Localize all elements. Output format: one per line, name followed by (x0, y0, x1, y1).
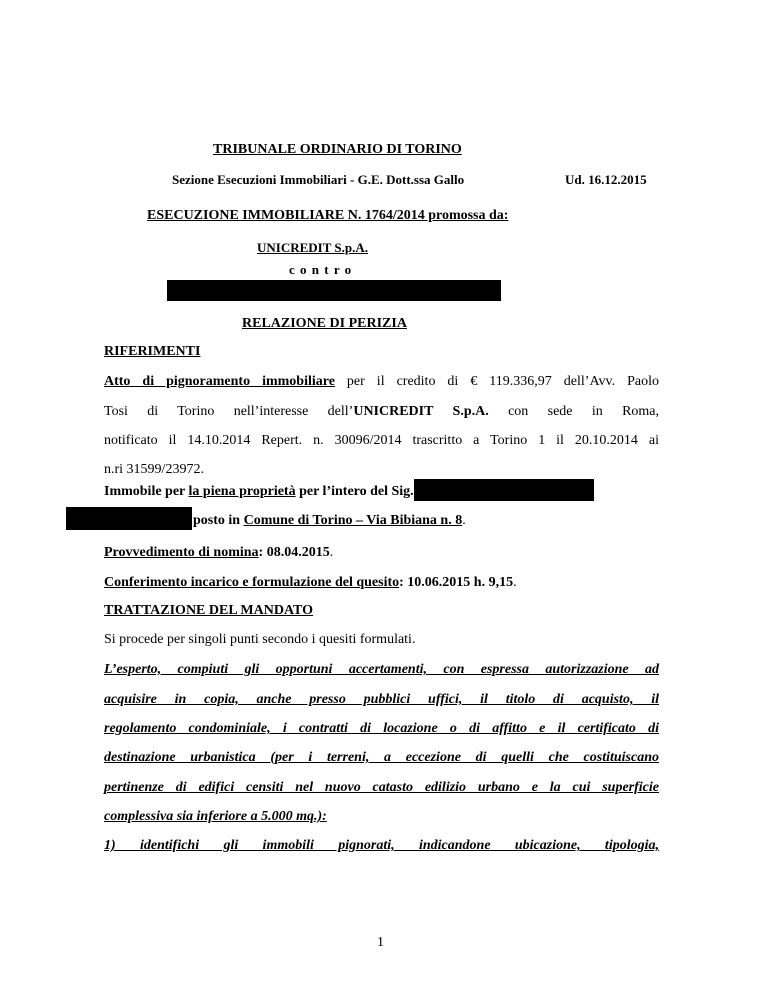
atto-line (104, 374, 659, 390)
quesito-line-2: acquisire in copia, anche presso pubblici uffici, il titolo di acquisto, il (104, 692, 659, 707)
immobile-label: Immobile per (104, 484, 189, 499)
quesito-line-5: pertinenze di edifici censiti nel nuovo catasto edilizio urbano e la cui superficie (104, 780, 659, 795)
conferimento-end: . (513, 575, 517, 590)
property-address: Comune di Torino – Via Bibiana n. 8 (243, 513, 463, 528)
court-title: TRIBUNALE ORDINARIO DI TORINO (213, 142, 462, 157)
nomina-line (104, 545, 333, 561)
line2-pre: Tosi di Torino nell’interesse dell’ (104, 404, 354, 419)
redacted-owner-name (414, 479, 594, 501)
execution-title: ESECUZIONE IMMOBILIARE N. 1764/2014 promossa da: (147, 208, 509, 223)
redacted-owner-details (66, 507, 192, 530)
conferimento-label: Conferimento incarico e formulazione del quesito (104, 575, 400, 590)
piena-proprieta: la piena proprietà (188, 484, 296, 499)
quesito-line-4: destinazione urbanistica (per i terreni, a eccezione di quelli che costituiscano (104, 750, 659, 765)
conferimento-date: : 10.06.2015 h. 9,15 (399, 575, 514, 590)
redacted-debtor-name (167, 280, 501, 301)
atto-text: per il credito di € 119.336,97 dell’Avv. Paolo (334, 374, 659, 389)
interest-line (104, 404, 659, 420)
hearing-date: Ud. 16.12.2015 (565, 172, 647, 187)
registration-numbers: n.ri 31599/23972. (104, 462, 204, 477)
location-line (193, 513, 466, 529)
posto-end: . (462, 513, 466, 528)
nomina-date: : 08.04.2015 (258, 545, 330, 560)
quesito-line-1: L’esperto, compiuti gli opportuni accertamenti, con espressa autorizzazione ad (104, 662, 659, 677)
conferimento-line (104, 575, 517, 591)
creditor-name: UNICREDIT S.p.A. (257, 240, 369, 255)
quesito-point-1: 1) identifichi gli immobili pignorati, indicandone ubicazione, tipologia, (104, 838, 659, 853)
atto-label: Atto di pignoramento immobiliare (104, 374, 335, 389)
posto-label: posto in (193, 513, 244, 528)
mandato-intro: Si procede per singoli punti secondo i quesiti formulati. (104, 632, 416, 647)
immobile-owner-label: per l’intero del Sig. (295, 484, 414, 499)
quesito-line-3: regolamento condominiale, i contratti di locazione o di affitto e il certificato di (104, 721, 659, 736)
against-label: c o n t r o (289, 262, 353, 277)
immobile-line (104, 484, 414, 500)
quesito-line-6: complessiva sia inferiore a 5.000 mq.): (104, 809, 327, 824)
line2-post: con sede in Roma, (488, 404, 660, 419)
mandato-heading: TRATTAZIONE DEL MANDATO (104, 603, 313, 618)
line2-creditor: UNICREDIT S.p.A. (353, 404, 489, 419)
nomina-end: . (329, 545, 334, 560)
section-line: Sezione Esecuzioni Immobiliari - G.E. Dott.ssa Gallo (172, 172, 465, 187)
riferimenti-heading: RIFERIMENTI (104, 344, 201, 359)
nomina-label: Provvedimento di nomina (104, 545, 259, 560)
notification-line: notificato il 14.10.2014 Repert. n. 30096/2014 trascritto a Torino 1 il 20.10.2014 ai (104, 433, 659, 448)
report-title: RELAZIONE DI PERIZIA (242, 316, 407, 331)
page-number: 1 (377, 935, 384, 950)
